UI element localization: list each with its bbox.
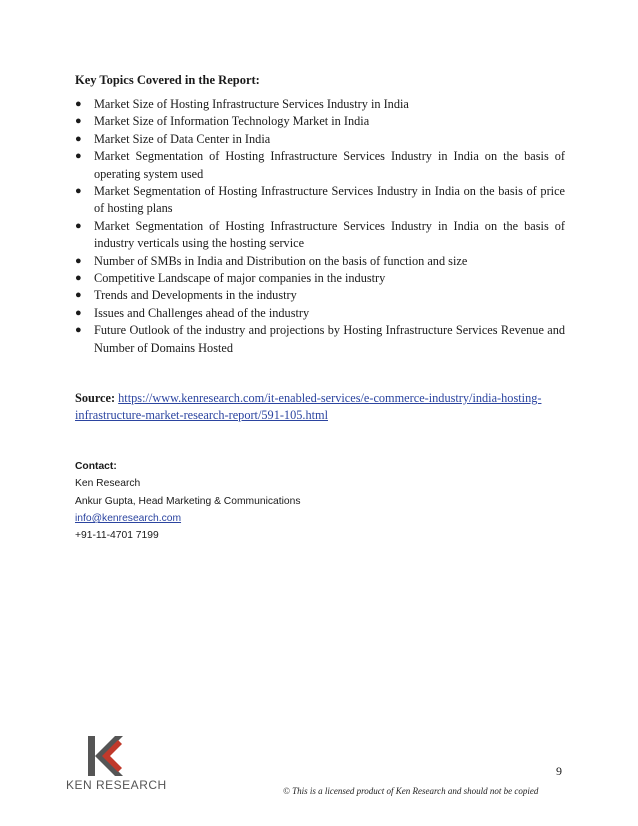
section-heading: Key Topics Covered in the Report: [75, 73, 260, 87]
footer-notice: © This is a licensed product of Ken Research and should not be copied [283, 786, 539, 796]
list-item: ● Number of SMBs in India and Distribution on the basis of function and size [75, 253, 565, 270]
contact-title: Contact: [75, 461, 117, 472]
list-item: ● Future Outlook of the industry and projections by Hosting Infrastructure Services Revenue and Number of Domains Hosted [75, 323, 565, 355]
source-link[interactable]: https://www.kenresearch.com/it-enabled-services/e-commerce-industry/india-hosting-infrastructure-market-research-report/591-105.html [75, 391, 542, 423]
page-number: 9 [556, 764, 562, 778]
contact-person: Ankur Gupta, Head Marketing & Communications [75, 495, 301, 507]
list-item: ● Market Segmentation of Hosting Infrastructure Services Industry in India on the basis of operating system used [75, 149, 565, 181]
bullet-icon: ● [75, 150, 82, 163]
bullet-icon: ● [75, 306, 82, 319]
bullet-icon: ● [75, 324, 82, 337]
list-item: ● Competitive Landscape of major companies in the industry [75, 270, 565, 287]
bullet-icon: ● [75, 219, 82, 232]
bullet-icon: ● [75, 132, 82, 145]
contact-phone: +91-11-4701 7199 [75, 530, 159, 542]
list-item: ● Market Segmentation of Hosting Infrastructure Services Industry in India on the basis of industry verticals using the hosting service [75, 218, 565, 251]
bullet-icon: ● [75, 185, 82, 198]
source-block [75, 390, 567, 425]
bullet-icon: ● [75, 98, 82, 110]
contact-email-link[interactable]: info@kenresearch.com [75, 512, 182, 524]
source-label: Source: [75, 391, 116, 405]
list-item: ● Market Size of Information Technology Market in India [75, 113, 565, 130]
logo-wordmark: KEN RESEARCH [66, 778, 167, 792]
list-item: ● Market Size of Data Center in India [75, 131, 565, 148]
bullet-icon: ● [75, 115, 82, 128]
contact-block [75, 458, 301, 544]
list-item: ● Trends and Developments in the industry [75, 287, 565, 304]
bullet-icon: ● [75, 289, 82, 302]
list-item: ● Market Size of Hosting Infrastructure Services Industry in India [75, 96, 565, 113]
contact-company: Ken Research [75, 478, 141, 490]
list-item: ● Market Segmentation of Hosting Infrastructure Services Industry in India on the basis of price of hosting plans [75, 184, 565, 216]
topics-list [75, 96, 565, 357]
bullet-icon: ● [75, 272, 82, 285]
bullet-icon: ● [75, 254, 82, 267]
list-item: ● Issues and Challenges ahead of the industry [75, 305, 565, 322]
